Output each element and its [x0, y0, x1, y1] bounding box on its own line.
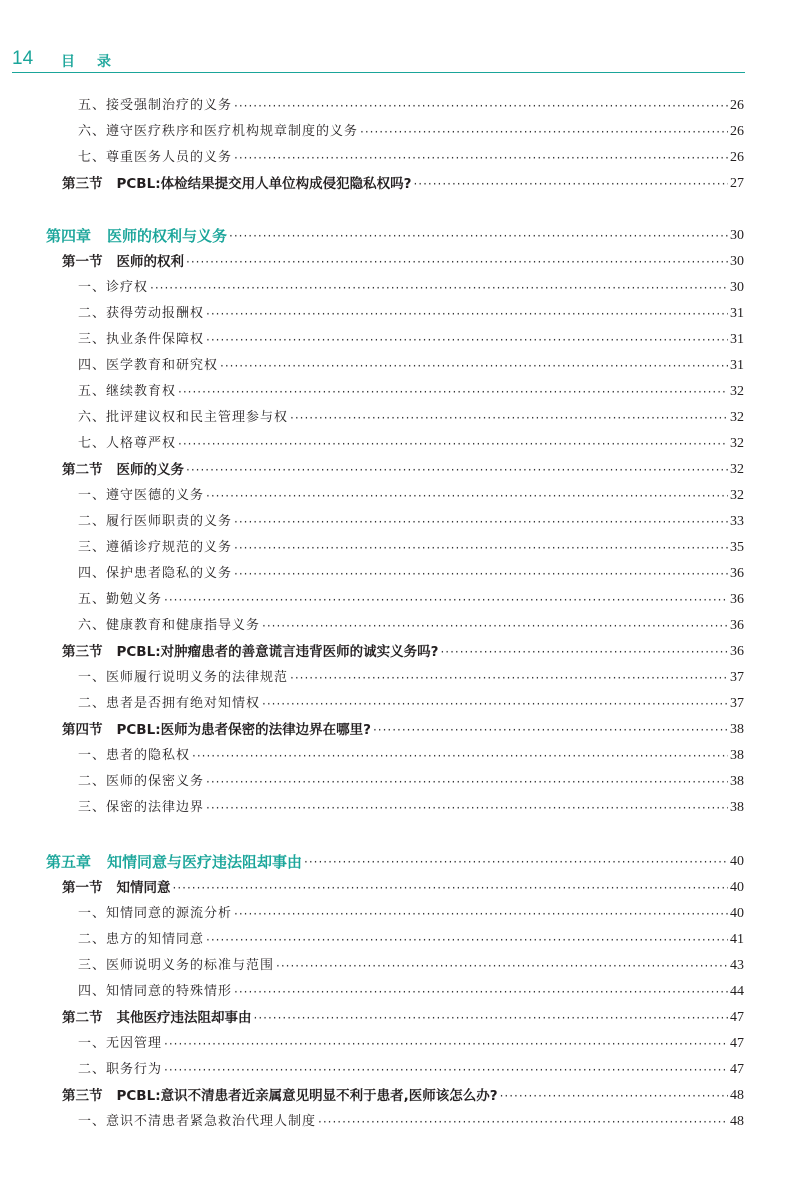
toc-entry-label: [62, 252, 184, 272]
toc-page-number: 44: [730, 984, 744, 999]
toc-page-number: 31: [730, 358, 744, 373]
toc-page-number: 36: [730, 592, 744, 607]
toc-page-number: 36: [730, 618, 744, 633]
toc-page-number: 31: [730, 306, 744, 321]
toc-entry-label: [62, 1086, 498, 1106]
toc-entry-title: 二、患者是否拥有绝对知情权: [78, 696, 261, 711]
toc-entry-label: [78, 122, 358, 142]
dot-leader: [304, 852, 728, 872]
dot-leader: [220, 356, 728, 376]
toc-item-entry[interactable]: [0, 590, 744, 610]
toc-entry-label: [62, 174, 411, 194]
toc-entry-title: PCBL:对肿瘤患者的善意谎言违背医师的诚实义务吗?: [116, 644, 439, 660]
section-number: 第三节: [62, 1088, 103, 1104]
dot-leader: [178, 382, 728, 402]
chapter-number: 第五章: [46, 853, 92, 871]
toc-page-number: 37: [730, 696, 744, 711]
dot-leader: [234, 982, 728, 1002]
toc-entry-label: [78, 590, 162, 610]
dot-leader: [254, 1008, 729, 1028]
toc-page-number: 38: [730, 722, 744, 737]
toc-section-entry[interactable]: [0, 642, 744, 662]
toc-entry-title: 四、保护患者隐私的义务: [78, 566, 233, 581]
toc-section-entry[interactable]: [0, 878, 744, 898]
toc-page-number: 38: [730, 748, 744, 763]
toc-entry-label: [78, 382, 176, 402]
toc-item-entry[interactable]: [0, 772, 744, 792]
toc-page-number: 38: [730, 800, 744, 815]
dot-leader: [500, 1086, 728, 1106]
toc-entry-title: 一、无因管理: [78, 1036, 163, 1051]
dot-leader: [234, 96, 728, 116]
section-number: 第二节: [62, 462, 103, 478]
toc-item-entry[interactable]: [0, 982, 744, 1002]
dot-leader: [318, 1112, 728, 1132]
toc-entry-label: [78, 904, 232, 924]
toc-item-entry[interactable]: [0, 668, 744, 688]
chapter-number: 第四章: [46, 227, 92, 245]
toc-entry-title: 医师的义务: [116, 462, 184, 478]
section-number: 第一节: [62, 880, 103, 896]
toc-page-number: 43: [730, 958, 744, 973]
dot-leader: [206, 304, 728, 324]
dot-leader: [360, 122, 728, 142]
section-number: 第二节: [62, 1010, 103, 1026]
toc-page-number: 47: [730, 1036, 744, 1051]
toc-page-number: 32: [730, 436, 744, 451]
toc-entry-label: [78, 746, 190, 766]
toc-item-entry[interactable]: [0, 1034, 744, 1054]
toc-page-number: 32: [730, 410, 744, 425]
dot-leader: [262, 694, 728, 714]
dot-leader: [186, 252, 728, 272]
toc-entry-title: 二、患方的知情同意: [78, 932, 205, 947]
toc-item-entry[interactable]: [0, 512, 744, 532]
toc-entry-title: 医师的权利与义务: [107, 227, 228, 245]
toc-entry-title: 二、医师的保密义务: [78, 774, 205, 789]
toc-entry-title: PCBL:意识不清患者近亲属意见明显不利于患者,医师该怎么办?: [116, 1088, 498, 1104]
dot-leader: [178, 434, 728, 454]
toc-page-number: 26: [730, 150, 744, 165]
toc-entry-title: 四、知情同意的特殊情形: [78, 984, 233, 999]
dot-leader: [234, 564, 728, 584]
toc-entry-label: [78, 278, 148, 298]
toc-entry-label: [78, 1060, 162, 1080]
dot-leader: [234, 538, 728, 558]
dot-leader: [206, 798, 728, 818]
toc-page-number: 32: [730, 488, 744, 503]
toc-entry-title: 五、接受强制治疗的义务: [78, 98, 233, 113]
toc-entry-title: 医师的权利: [116, 254, 184, 270]
dot-leader: [440, 642, 728, 662]
page-number: 14: [12, 48, 34, 69]
dot-leader: [290, 408, 728, 428]
toc-entry-label: [78, 930, 204, 950]
toc-item-entry[interactable]: [0, 382, 744, 402]
toc-entry-title: 三、执业条件保障权: [78, 332, 205, 347]
toc-item-entry[interactable]: [0, 96, 744, 116]
toc-entry-label: [78, 616, 260, 636]
toc-entry-title: 一、知情同意的源流分析: [78, 906, 233, 921]
toc-entry-label: [78, 330, 204, 350]
dot-leader: [234, 904, 728, 924]
toc-page-number: 30: [730, 228, 744, 243]
toc-chapter-entry[interactable]: [0, 852, 744, 872]
toc-section-entry[interactable]: [0, 720, 744, 740]
toc-entry-label: [78, 668, 288, 688]
toc-entry-title: 六、遵守医疗秩序和医疗机构规章制度的义务: [78, 124, 359, 139]
toc-item-entry[interactable]: [0, 904, 744, 924]
toc-item-entry[interactable]: [0, 930, 744, 950]
dot-leader: [290, 668, 728, 688]
toc-entry-label: [78, 982, 232, 1002]
toc-item-entry[interactable]: [0, 148, 744, 168]
toc-entry-title: 一、意识不清患者紧急救治代理人制度: [78, 1114, 317, 1129]
dot-leader: [206, 930, 728, 950]
section-number: 第一节: [62, 254, 103, 270]
section-number: 第三节: [62, 644, 103, 660]
toc-page-number: 48: [730, 1088, 744, 1103]
toc-item-entry[interactable]: [0, 1060, 744, 1080]
section-number: 第四节: [62, 722, 103, 738]
dot-leader: [262, 616, 728, 636]
toc-page-number: 31: [730, 332, 744, 347]
toc-item-entry[interactable]: [0, 434, 744, 454]
toc-page-number: 36: [730, 644, 744, 659]
toc-entry-title: 三、医师说明义务的标准与范围: [78, 958, 275, 973]
toc-entry-label: [78, 772, 204, 792]
toc-entry-title: 二、职务行为: [78, 1062, 163, 1077]
toc-entry-label: [62, 720, 371, 740]
toc-item-entry[interactable]: [0, 538, 744, 558]
toc-entry-title: 三、遵循诊疗规范的义务: [78, 540, 233, 555]
toc-item-entry[interactable]: [0, 616, 744, 636]
toc-item-entry[interactable]: [0, 330, 744, 350]
toc-entry-title: 知情同意: [116, 880, 171, 896]
toc-entry-label: [78, 798, 204, 818]
toc-page-number: 35: [730, 540, 744, 555]
dot-leader: [373, 720, 728, 740]
toc-item-entry[interactable]: [0, 1112, 744, 1132]
toc-entry-title: 六、批评建议权和民主管理参与权: [78, 410, 289, 425]
toc-entry-label: [78, 356, 218, 376]
toc-entry-title: 五、勤勉义务: [78, 592, 163, 607]
toc-entry-label: [78, 956, 274, 976]
dot-leader: [206, 772, 728, 792]
dot-leader: [206, 486, 728, 506]
toc-entry-label: [62, 460, 184, 480]
dot-leader: [276, 956, 728, 976]
toc-item-entry[interactable]: [0, 356, 744, 376]
toc-page-number: 37: [730, 670, 744, 685]
toc-entry-label: [78, 148, 232, 168]
toc-entry-label: [78, 694, 260, 714]
toc-entry-title: 四、医学教育和研究权: [78, 358, 219, 373]
toc-entry-title: 六、健康教育和健康指导义务: [78, 618, 261, 633]
toc-item-entry[interactable]: [0, 564, 744, 584]
toc-entry-label: [78, 434, 176, 454]
toc-entry-title: 二、履行医师职责的义务: [78, 514, 233, 529]
toc-entry-title: 知情同意与医疗违法阻却事由: [107, 853, 303, 871]
dot-leader: [186, 460, 728, 480]
toc-entry-title: 二、获得劳动报酬权: [78, 306, 205, 321]
toc-page-number: 27: [730, 176, 744, 191]
toc-entry-label: [46, 226, 227, 246]
toc-section-entry[interactable]: [0, 1086, 744, 1106]
toc-page-number: 47: [730, 1010, 744, 1025]
toc-item-entry[interactable]: [0, 694, 744, 714]
running-title-char: 录: [97, 54, 111, 70]
toc-page-number: 32: [730, 462, 744, 477]
toc-page-number: 26: [730, 98, 744, 113]
toc-item-entry[interactable]: [0, 956, 744, 976]
dot-leader: [234, 512, 728, 532]
toc-section-entry[interactable]: [0, 1008, 744, 1028]
toc-entry-title: PCBL:医师为患者保密的法律边界在哪里?: [116, 722, 371, 738]
toc-entry-label: [78, 1034, 162, 1054]
running-title-char: 目: [61, 54, 75, 70]
toc-entry-title: 一、诊疗权: [78, 280, 149, 295]
toc-entry-label: [62, 878, 171, 898]
toc-item-entry[interactable]: [0, 278, 744, 298]
toc-entry-label: [62, 1008, 252, 1028]
dot-leader: [173, 878, 729, 898]
toc-page-number: 40: [730, 854, 744, 869]
toc-page-number: 48: [730, 1114, 744, 1129]
toc-section-entry[interactable]: [0, 460, 744, 480]
toc-page-number: 30: [730, 280, 744, 295]
dot-leader: [192, 746, 728, 766]
toc-entry-label: [78, 512, 232, 532]
toc-entry-title: 五、继续教育权: [78, 384, 177, 399]
dot-leader: [206, 330, 728, 350]
toc-entry-label: [78, 304, 204, 324]
dot-leader: [229, 226, 728, 246]
toc-entry-title: 七、人格尊严权: [78, 436, 177, 451]
toc-entry-label: [46, 852, 302, 872]
toc-entry-label: [78, 564, 232, 584]
toc-item-entry[interactable]: [0, 304, 744, 324]
dot-leader: [164, 1034, 728, 1054]
toc-entry-title: 其他医疗违法阻却事由: [116, 1010, 252, 1026]
toc-entry-label: [78, 1112, 316, 1132]
toc-entry-title: 一、遵守医德的义务: [78, 488, 205, 503]
toc-item-entry[interactable]: [0, 486, 744, 506]
toc-chapter-entry[interactable]: [0, 226, 744, 246]
toc-entry-title: 一、患者的隐私权: [78, 748, 191, 763]
toc-page-number: 32: [730, 384, 744, 399]
toc-page-number: 30: [730, 254, 744, 269]
toc-entry-label: [78, 96, 232, 116]
dot-leader: [150, 278, 728, 298]
toc-page-number: 33: [730, 514, 744, 529]
dot-leader: [164, 1060, 728, 1080]
toc-item-entry[interactable]: [0, 746, 744, 766]
toc-entry-label: [62, 642, 438, 662]
toc-entry-label: [78, 408, 288, 428]
section-number: 第三节: [62, 176, 103, 192]
toc-page-number: 40: [730, 906, 744, 921]
toc-section-entry[interactable]: [0, 252, 744, 272]
toc-page-number: 38: [730, 774, 744, 789]
dot-leader: [413, 174, 728, 194]
toc-item-entry[interactable]: [0, 408, 744, 428]
toc-page-number: 40: [730, 880, 744, 895]
toc-section-entry[interactable]: [0, 174, 744, 194]
toc-entry-title: 七、尊重医务人员的义务: [78, 150, 233, 165]
toc-page-number: 36: [730, 566, 744, 581]
toc-entry-title: PCBL:体检结果提交用人单位构成侵犯隐私权吗?: [116, 176, 412, 192]
toc-item-entry[interactable]: [0, 122, 744, 142]
toc-entry-label: [78, 538, 232, 558]
toc-entry-title: 一、医师履行说明义务的法律规范: [78, 670, 289, 685]
toc-entry-label: [78, 486, 204, 506]
toc-item-entry[interactable]: [0, 798, 744, 818]
toc-entry-title: 三、保密的法律边界: [78, 800, 205, 815]
dot-leader: [234, 148, 728, 168]
dot-leader: [164, 590, 728, 610]
toc-page-number: 26: [730, 124, 744, 139]
toc-page-number: 47: [730, 1062, 744, 1077]
toc-page-number: 41: [730, 932, 744, 947]
